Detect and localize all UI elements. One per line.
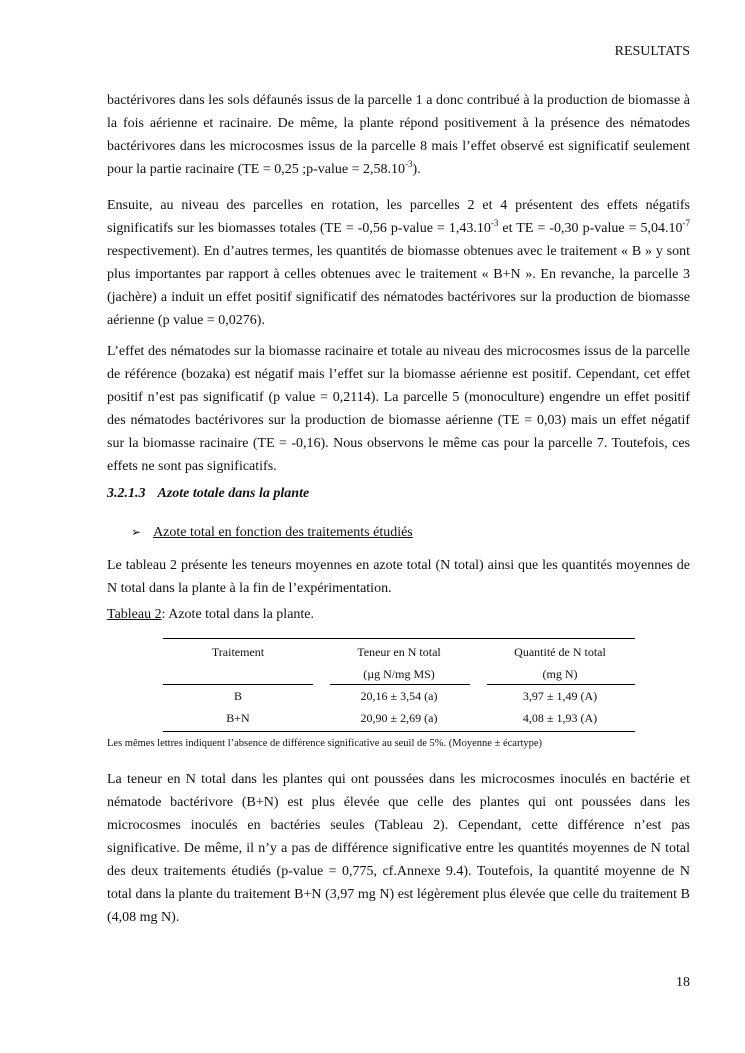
page-number: 18 [676, 975, 690, 990]
table-cell: 4,08 ± 1,93 (A) [522, 711, 598, 725]
header-cell [163, 663, 313, 685]
paragraph-2 [107, 194, 690, 332]
header-cell: (µg N/mg MS) [363, 667, 435, 681]
running-header: RESULTATS [614, 44, 690, 59]
paragraph-4 [107, 554, 690, 600]
table-note: Les mêmes lettres indiquent l’absence de différence significative au seuil de 5%. (Moyenne ± écartype) [107, 738, 543, 749]
paragraph-1 [107, 89, 690, 181]
header-cell: Quantité de N total [514, 645, 606, 659]
bullet-item [131, 525, 413, 541]
header-cell: (mg N) [542, 667, 578, 681]
text-run: ). [412, 162, 421, 177]
header-cell: Traitement [211, 645, 265, 659]
arrow-bullet-icon: ➢ [131, 525, 142, 539]
exponent: -3 [405, 159, 413, 169]
table-caption-label: Tableau 2 [107, 607, 162, 622]
text-run: respectivement). En d’autres termes, les quantités de biomasse obtenues avec le traitement « B » y sont plus importantes par rapport à celles obtenues avec le traitement « B+N ». En revanche, la parcelle 3 (jachère) a induit un effet positif significatif des nématodes bactérivores sur la production de biomasse aérienne (p value = 0,0276). [107, 244, 690, 328]
text-run: L’effet des nématodes sur la biomasse racinaire et totale au niveau des microcosmes issus de la parcelle de référence (bozaka) est négatif mais l’effet sur la biomasse aérienne est positif. Cependant, cet effet positif n’est pas significatif (p value = 0,2114). La parcelle 5 (monoculture) engendre un effet positif des nématodes bactérivores sur la production de biomasse aérienne (TE = 0,03) mais un effet négatif sur la biomasse racinaire (TE = -0,16). Nous observons le même cas pour la parcelle 7. Toutefois, ces effets ne sont pas significatifs. [107, 344, 690, 474]
table-header-row [163, 663, 635, 685]
exponent: -3 [490, 218, 499, 228]
nitrogen-table [163, 638, 635, 729]
table-bottom-rule [163, 731, 635, 732]
table-caption-text: : Azote total dans la plante. [161, 607, 315, 622]
table-cell: 20,16 ± 3,54 (a) [360, 689, 438, 703]
text-run: Le tableau 2 présente les teneurs moyennes en azote total (N total) ainsi que les quantités moyennes de N total dans la plante à la fin de l’expérimentation. [107, 558, 690, 596]
text-run: Ensuite, au niveau des parcelles en rotation, les parcelles 2 et 4 présentent des effets négatifs significatifs sur les biomasses totales (TE = -0,56 p-value = 1,43.10 [107, 198, 690, 236]
section-heading [107, 486, 309, 502]
table-row [163, 707, 635, 729]
section-title: Azote totale dans la plante [157, 486, 310, 501]
paragraph-5 [107, 768, 690, 929]
bullet-text: Azote total en fonction des traitements étudiés [153, 525, 413, 540]
table-row [163, 685, 635, 707]
table-cell: B [233, 689, 242, 703]
header-cell: Teneur en N total [357, 645, 441, 659]
paragraph-3 [107, 340, 690, 478]
table-caption [107, 607, 314, 623]
text-run: La teneur en N total dans les plantes qui ont poussées dans les microcosmes inoculés en bactérie et nématode bactérivore (B+N) est plus élevée que celle des plantes qui ont poussées dans les microcosmes inoculés en bactéries seules (Tableau 2). Cependant, cette différence n’est pas significative. De même, il n’y a pas de différence significative entre les quantités moyennes de N total des deux traitements étudiés (p-value = 0,775, cf.Annexe 9.4). Toutefois, la quantité moyenne de N total dans la plante du traitement B+N (3,97 mg N) est légèrement plus élevée que celle du traitement B (4,08 mg N). [107, 772, 690, 925]
exponent: -7 [682, 218, 691, 228]
table-cell: 20,90 ± 2,69 (a) [360, 711, 438, 725]
text-run: et TE = -0,30 p-value = 5,04.10 [498, 221, 683, 236]
table-header-row [163, 638, 635, 663]
text-run: bactérivores dans les sols défaunés issus de la parcelle 1 a donc contribué à la production de biomasse à la fois aérienne et racinaire. De même, la plante répond positivement à la présence des nématodes bactérivores dans les microcosmes issus de la parcelle 8 mais l’effet observé est significatif seulement pour la partie racinaire (TE = 0,25 ;p-value = 2,58.10 [107, 93, 690, 177]
table-cell: B+N [226, 711, 250, 725]
table-cell: 3,97 ± 1,49 (A) [522, 689, 598, 703]
section-number: 3.2.1.3 [107, 486, 146, 501]
